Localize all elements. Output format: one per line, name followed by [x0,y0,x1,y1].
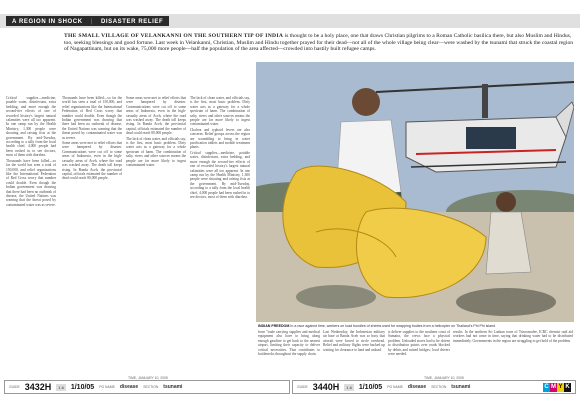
caption-credit: INDIAN FREEDOM [258,324,290,328]
page-footer-left: TIME, JANUARY 10, 2005 [128,376,168,380]
lead-caps: THE SMALL VILLAGE OF VELANKANNI ON THE SOUTHERN TIP OF INDIA [64,33,284,39]
cmyk-color-bar [543,383,571,392]
guide-number: 1.6 [58,384,64,390]
column-text: Critical supplies—medicine, potable water, disinfectant, extra bedding, and more enough the second-tier effects of one of recorded history's largest natural calamities were all too apparent. In one camp run by the Health Ministry, 1,300 people were shouting and raising fists at the government. By mid-Tuesday, according to a tally from the local health chief, 4,000 people had been rushed in to see doctors, most of them with diarrhea. [190,150,250,199]
column-text: Thousands have been killed—so far the world has seen a total of 150,000, and relief organizations like the International Federation of Red Cross worry that number could double. Even though the Indian government was drawing that there had been no outbreak of disease, the United Nations was warning that the threat posed by contaminated water was as severe. [6,158,56,207]
column-text: results. In the northern Sri Lankan town of Trincomalee, ICRC chemist said aid workers had not come in time, saying that drinking water had to be distributed immediately. Governments in the region are struggling to get hold of the problem. [453,330,573,343]
guide-number: 1.6 [346,384,352,390]
column-text: The lack of clean water, and officials say, is the first, most basic problem. Dirty water acts as a gateway for a whole spectrum of harm. The combination of salty, rivers and other sources means the people are far more likely to ingest contaminated water. [126,136,186,168]
column-text: Some areas were met to relief efforts that were hampered by disaster. Communications were cut off to some areas of Indonesia, even in the high-casualty areas of Aceh, where the road was washed away. The death toll keeps rising. In Banda Aceh, the provincial capital, officials estimated the number of dead could reach 80,000 people. [62,141,122,181]
caption-text: In a race against time, workers on load bundles of sheets used for wrapping bodies from a helicopter on Thailand's Phi Phi island [290,324,496,328]
cmyk-cyan: C [544,384,549,390]
guide-label: GUIDE [9,385,20,389]
guide-id: 3432H [24,382,52,392]
column-text: Cholera and typhoid fevers are also concerns. Relief groups across the region are scrambling to bring in water purification tablets and mobile treatment plants. [190,127,250,150]
right-column-1 [258,330,320,374]
guide-label: GUIDE [297,385,308,389]
photo-caption [258,324,574,328]
section-name: tsunami [451,384,471,390]
column-text: The lack of clean water, and officials say, is the first, most basic problem. Dirty water acts as a gateway for a whole spectrum of harm. The combination of salty, rivers and other sources means the people are far more likely to ingest contaminated water. [190,96,250,127]
article-column-1 [6,96,56,372]
article-column-3 [126,96,186,372]
page-name-label: PG NAME [387,385,403,389]
lead-text: is thought to be a holy place, one that draws Christian pilgrims to a Roman Catholic basilica there, but also Muslim and Hindus, too, seeking blessings and good fortune. Last week in Velankanni, Christian, Muslim and Hindu together prayed for their dead—not all of the whole village being clear—were washed by the tsunami that struck the coastal region of Nagapattinam, but on its wake, 75,000 more people—half the population of the area affected—crowded into hastily built refugee camps. [64,33,574,53]
cmyk-magenta: M [551,384,556,390]
column-text: is deliver supplies to the southern coast of Sumatra, the crews face a physical problem. Unloaded stores had to be driven to distribution points over roads blocked by debris and ruined bridges; local drivers were needed. [388,330,450,357]
production-bar-right [292,380,576,394]
page-name-label: PG NAME [99,385,115,389]
column-text: from "trade carrying supplies and medical equipment also have to bring along enough gasoline to get back to the nearest airport, limiting their capacity to deliver critical necessities. That contributes to bottlenecks throughout the supply chain. [258,330,320,357]
right-column-4 [453,330,573,374]
page-footer-right: TIME, JANUARY 10, 2005 [424,376,464,380]
page-name: disease [407,384,427,390]
column-text: Thousands have been killed—so far the world has seen a total of 150,000, and relief organizations like the International Federation of Red Cross worry that number could double. Even though the Indian government was drawing that there had been no outbreak of disease, the United Nations was warning that the threat posed by contaminated water was as severe. [62,96,122,140]
cmyk-yellow: Y [558,384,563,390]
cmyk-black: K [565,384,570,390]
section-name-label: SECTION [143,385,159,389]
section-tag: DISASTER RELIEF [100,19,164,25]
column-text: Last Wednesday, the Indonesian military air base at Banda Aceh was so busy that aircraft were forced to circle overhead. Relief and military flights were backed up waiting for clearance to land and unload. [323,330,385,352]
section-name: tsunami [163,384,183,390]
section-bar [6,16,169,26]
page-name: disease [119,384,139,390]
article-column-4 [190,96,250,372]
article-column-2 [62,96,122,372]
right-column-3 [388,330,450,374]
photo-illustration [256,62,574,322]
right-column-2 [323,330,385,374]
section-name-label: SECTION [431,385,447,389]
production-bar-left [4,380,290,394]
guide-id: 3440H [312,382,340,392]
section-separator: | [90,19,93,25]
column-text: Critical supplies—medicine, potable water, disinfectant, extra bedding, and more enough the second-tier effects of one of recorded history's largest natural calamities were all too apparent. In one camp run by the Health Ministry, 1,300 people were shouting and raising fists at the government. By mid-Tuesday, according to a tally from the local health chief, 4,000 people had been rushed in to see doctors, most of them with diarrhea. [6,96,56,158]
section-label: A REGION IN SHOCK [12,19,83,25]
helicopter-photo [256,62,574,322]
issue-date: 1/10/05 [358,383,383,391]
column-text: Some areas were met to relief efforts that were hampered by disaster. Communications were cut off to some areas of Indonesia, even in the high-casualty areas of Aceh, where the road was washed away. The death toll keeps rising. In Banda Aceh, the provincial capital, officials estimated the number of dead could reach 80,000 people. [126,96,186,136]
issue-date: 1/10/05 [70,383,95,391]
